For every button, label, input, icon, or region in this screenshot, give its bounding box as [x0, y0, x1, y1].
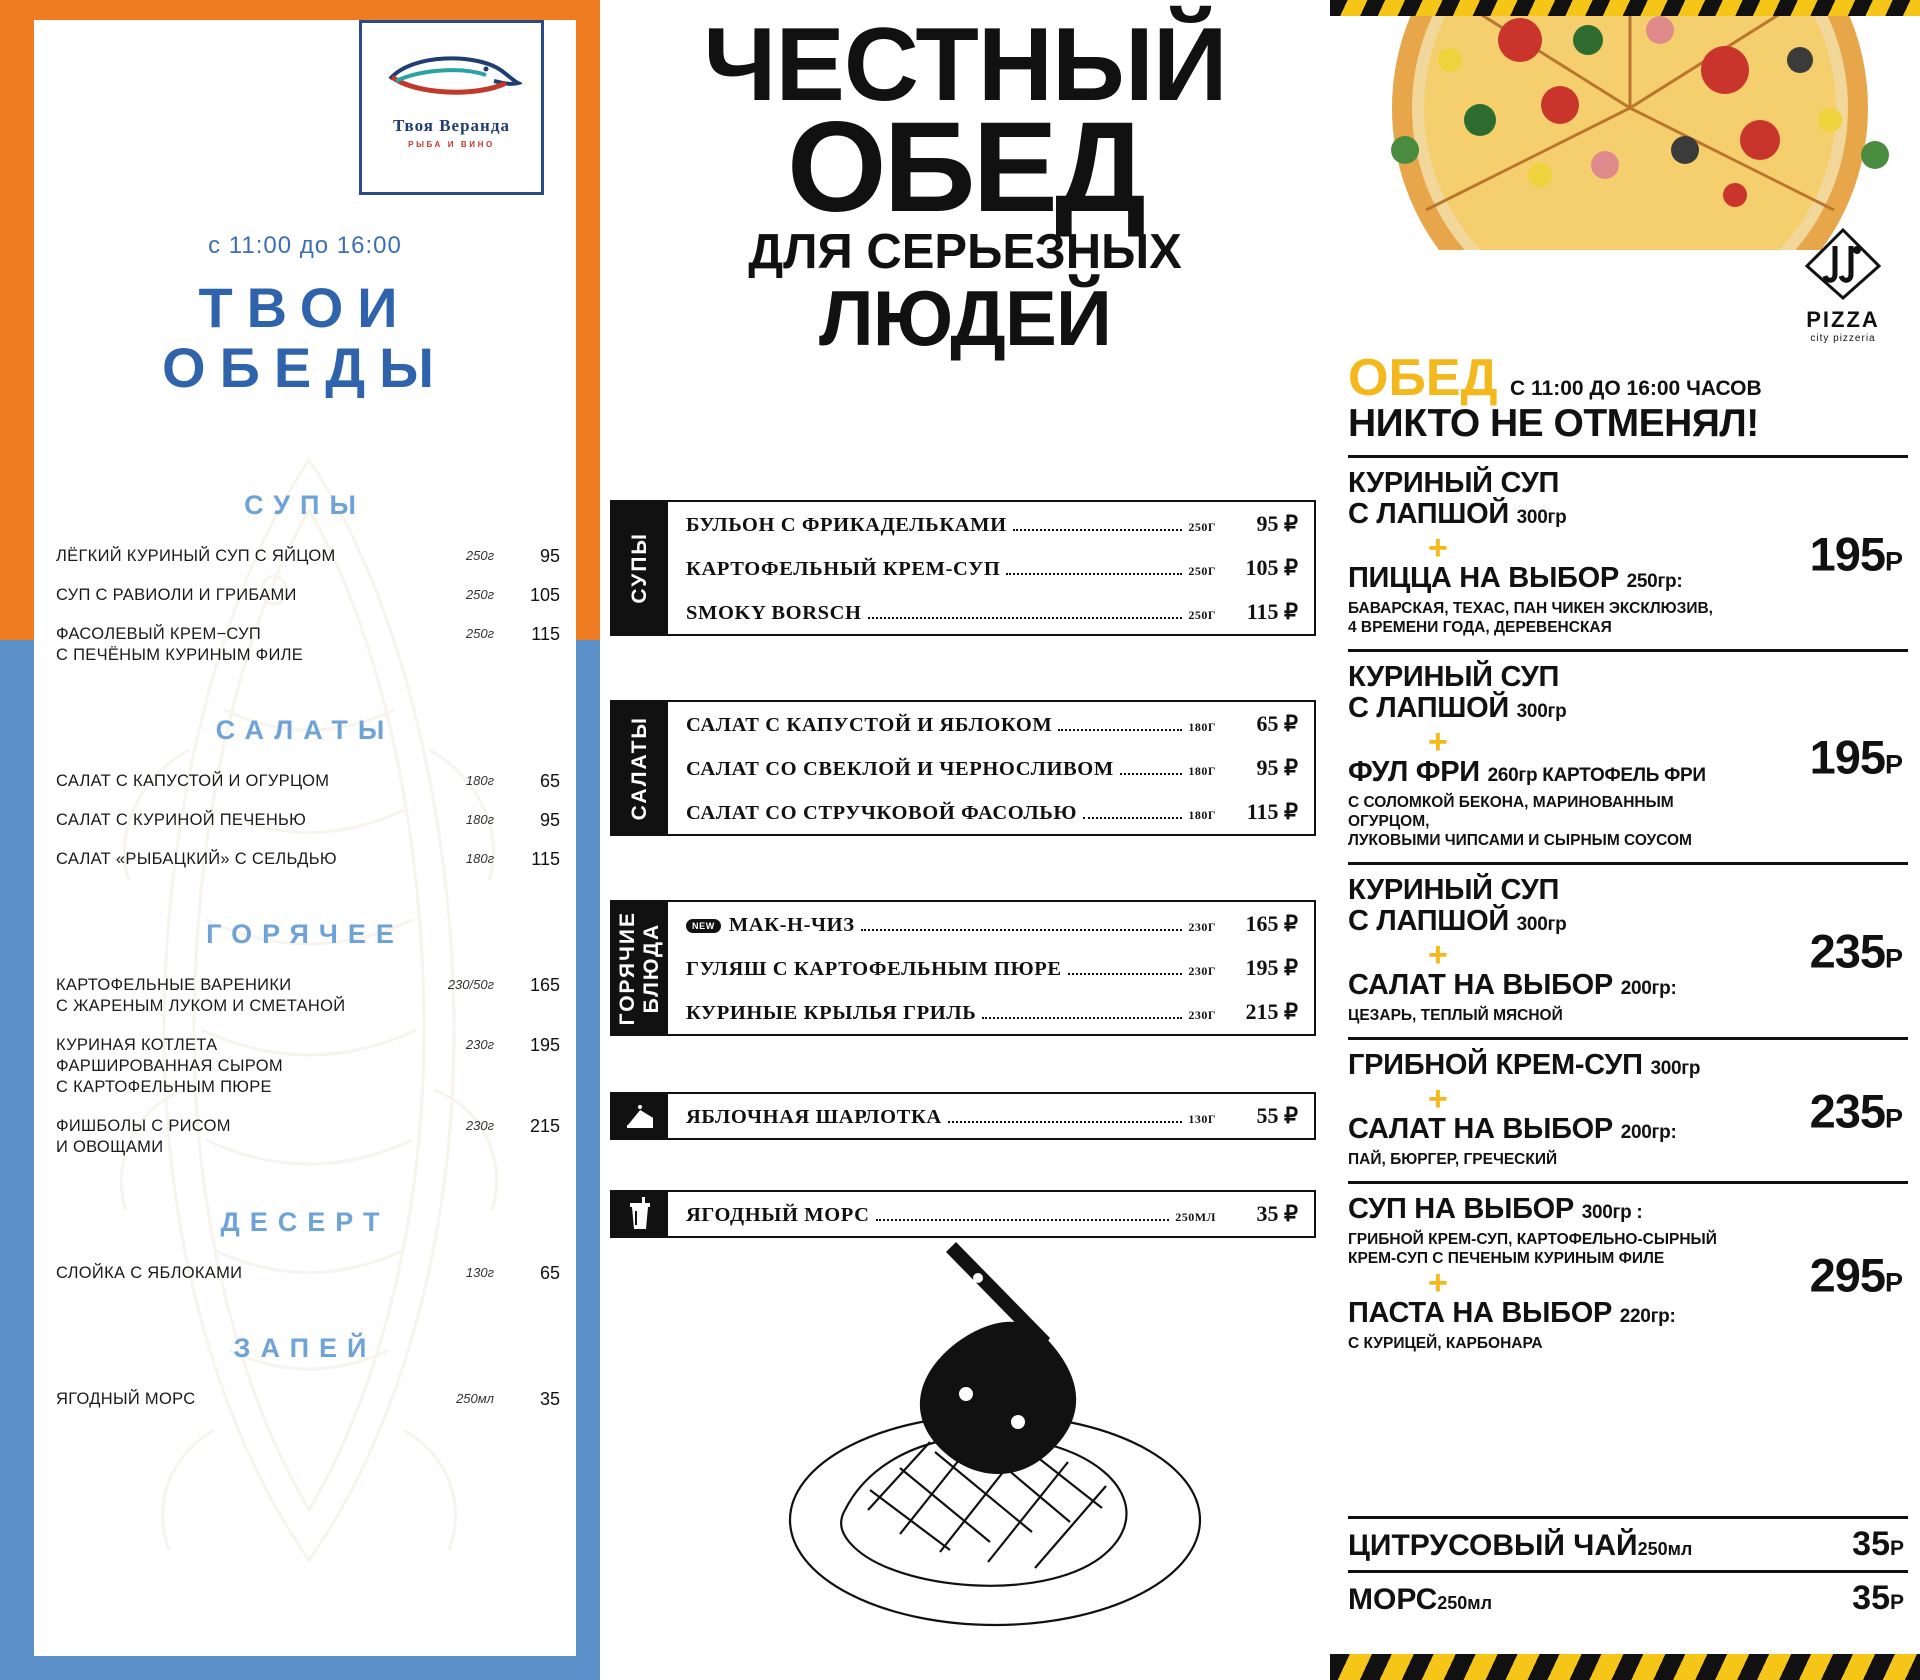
list-item [34, 966, 576, 1026]
panel-inner [34, 20, 576, 1656]
drink-price: 35Р [1852, 1525, 1904, 1563]
dish-weight: 130Г [1188, 1112, 1216, 1126]
spacer [34, 1167, 576, 1207]
veranda-section-items [34, 1380, 576, 1419]
item-price: 95 [539, 810, 560, 830]
item-price: 35 [539, 1389, 560, 1409]
pizza-drinks [1348, 1516, 1908, 1624]
item-weight: 230г [465, 1118, 494, 1133]
leader-dots [861, 929, 1183, 931]
list-item [34, 576, 576, 615]
item-price: 65 [539, 1263, 560, 1283]
veranda-section-title: СУПЫ [244, 490, 366, 520]
pizza-combos [1348, 455, 1908, 1365]
drink-volume: 250мл [1637, 1539, 1693, 1559]
combo-description: БАВАРСКАЯ, ТЕХАС, ПАН ЧИКЕН ЭКСКЛЮЗИВ, 4 ВРЕМЕНИ ГОДА, ДЕРЕВЕНСКАЯ [1348, 600, 1713, 636]
item-price: 195 [529, 1035, 560, 1055]
dish-price: 35 ₽ [1256, 1201, 1298, 1226]
list-item [34, 615, 576, 675]
headline-chestny: ЧЕСТНЫЙ [703, 7, 1227, 123]
dish-name: БУЛЬОН С ФРИКАДЕЛЬКАМИ [686, 514, 1007, 536]
drink-name: ЦИТРУСОВЫЙ ЧАЙ250мл [1348, 1529, 1693, 1562]
veranda-logo [359, 20, 544, 195]
combo-gram-1: 300гр : [1581, 1202, 1643, 1223]
plus-icon: + [1428, 1080, 1448, 1118]
combo-line-2: ФУЛ ФРИ 260гр КАРТОФЕЛЬ ФРИ [1348, 756, 1706, 788]
dish-weight: 250Г [1188, 608, 1216, 622]
blue-band-left [0, 640, 34, 1680]
menu-group [610, 700, 1316, 836]
table-row [668, 1094, 1314, 1138]
dish-price: 65 ₽ [1256, 711, 1298, 736]
combo-description: ПАЙ, БЮРГЕР, ГРЕЧЕСКИЙ [1348, 1151, 1558, 1168]
leader-dots [1058, 729, 1182, 731]
veranda-title-line1: ТВОИ [198, 276, 412, 339]
plus-icon: + [1428, 529, 1448, 567]
dish-name: САЛАТ СО СТРУЧКОВОЙ ФАСОЛЬЮ [686, 802, 1078, 824]
combo-line-1 [1348, 662, 1908, 727]
drink-row [1348, 1570, 1908, 1624]
dish-name: ЯГОДНЫЙ МОРС [686, 1204, 870, 1226]
combo-line-1a: КУРИНЫЙ СУП [1348, 467, 1560, 499]
plus-icon: + [1428, 723, 1448, 761]
dish-name: САЛАТ СО СВЕКЛОЙ И ЧЕРНОСЛИВОМ [686, 758, 1114, 780]
table-row [668, 990, 1314, 1034]
veranda-hours: с 11:00 до 16:00 [208, 232, 402, 259]
item-weight: 180г [465, 851, 494, 866]
combo-line-2: ПИЦЦА НА ВЫБОР 250гр: [1348, 562, 1683, 594]
combo-gram-1: 300гр [1516, 507, 1567, 528]
headline-obed: ОБЕД [786, 96, 1144, 239]
orange-band-top [0, 0, 600, 20]
pizza-header [1348, 348, 1908, 446]
plus-icon: + [1428, 1264, 1448, 1302]
currency-symbol: Р [1889, 1537, 1904, 1560]
dish-name: САЛАТ С КАПУСТОЙ И ЯБЛОКОМ [686, 714, 1053, 736]
pizza-logo-name: PIZZA [1806, 307, 1880, 332]
leader-dots [1068, 973, 1183, 975]
veranda-section-items [34, 762, 576, 879]
pizza-logo [1784, 228, 1902, 344]
drink-name: МОРС250мл [1348, 1583, 1493, 1616]
table-row [668, 946, 1314, 990]
veranda-section-title: ДЕСЕРТ [220, 1207, 390, 1237]
currency-symbol: Р [1884, 1103, 1902, 1133]
item-name: ЯГОДНЫЙ МОРС [56, 1390, 196, 1408]
veranda-section-items [34, 966, 576, 1167]
veranda-title [34, 278, 576, 398]
item-price: 115 [531, 624, 560, 644]
leader-dots [1013, 529, 1183, 531]
combo-offer [1348, 455, 1908, 649]
combo-line-1b: С ЛАПШОЙ 300гр [1348, 905, 1567, 937]
headline-dlya-serieznyh: ДЛЯ СЕРЬЕЗНЫХ [748, 225, 1182, 279]
plus-icon: + [1428, 936, 1448, 974]
item-weight: 180г [465, 812, 494, 827]
table-row [668, 546, 1314, 590]
leader-dots [982, 1017, 1182, 1019]
item-price: 105 [529, 585, 560, 605]
caution-stripe-bottom [1330, 1654, 1920, 1680]
item-price: 115 [531, 849, 560, 869]
dish-name: ГУЛЯШ С КАРТОФЕЛЬНЫМ ПЮРЕ [686, 958, 1062, 980]
dish-name: ЯБЛОЧНАЯ ШАРЛОТКА [686, 1106, 942, 1128]
combo-description: ЦЕЗАРЬ, ТЕПЛЫЙ МЯСНОЙ [1348, 1007, 1563, 1024]
veranda-section-title: САЛАТЫ [215, 715, 395, 745]
combo-offer [1348, 1037, 1908, 1181]
item-price: 215 [529, 1116, 560, 1136]
item-price: 165 [529, 975, 560, 995]
veranda-section-items [34, 1254, 576, 1293]
list-item [34, 762, 576, 801]
list-item [34, 1254, 576, 1293]
combo-line-1a: КУРИНЫЙ СУП [1348, 874, 1560, 906]
item-price: 95 [539, 546, 560, 566]
panel-chestny-obed [600, 0, 1330, 1680]
combo-line-2: ПАСТА НА ВЫБОР 220гр: [1348, 1297, 1676, 1329]
group-tab-label: ГОРЯЧИЕ БЛЮДА [612, 902, 668, 1034]
pizza-obed-title: ОБЕД [1348, 349, 1498, 407]
pizza-logo-icon [1805, 228, 1881, 300]
leader-dots [1120, 773, 1183, 775]
dish-price: 195 ₽ [1245, 955, 1298, 980]
combo-description-1: ГРИБНОЙ КРЕМ-СУП, КАРТОФЕЛЬНО-СЫРНЫЙ КРЕМ-СУП С ПЕЧЕНЫМ КУРИНЫМ ФИЛЕ [1348, 1231, 1717, 1267]
veranda-section-title: ГОРЯЧЕЕ [206, 919, 404, 949]
caution-stripe-top [1330, 0, 1920, 16]
drink-volume: 250мл [1437, 1593, 1493, 1613]
combo-line-1: ГРИБНОЙ КРЕМ-СУП 300гр [1348, 1049, 1701, 1081]
veranda-section-title: ЗАПЕЙ [233, 1333, 377, 1363]
dish-price: 105 ₽ [1245, 555, 1298, 580]
item-name: СЛОЙКА С ЯБЛОКАМИ [56, 1264, 243, 1282]
item-name: ФАСОЛЕВЫЙ КРЕМ−СУП С ПЕЧЁНЫМ КУРИНЫМ ФИЛЕ [56, 625, 304, 664]
blue-band-bottom [0, 1656, 600, 1680]
dish-weight: 250МЛ [1175, 1210, 1216, 1224]
combo-gram-1: 300гр [1516, 701, 1567, 722]
logo-subtitle: РЫБА И ВИНО [408, 140, 495, 149]
group-rows [668, 902, 1314, 1034]
table-row [668, 590, 1314, 634]
item-weight: 250мл [456, 1391, 494, 1406]
table-row [668, 902, 1314, 946]
dish-price: 115 ₽ [1246, 599, 1298, 624]
currency-symbol: Р [1884, 546, 1902, 576]
logo-title: Твоя Веранда [393, 116, 510, 135]
veranda-section-items [34, 537, 576, 675]
dish-weight: 180Г [1188, 808, 1216, 822]
dish-weight: 180Г [1188, 720, 1216, 734]
item-name: САЛАТ «РЫБАЦКИЙ» С СЕЛЬДЬЮ [56, 850, 337, 868]
chestny-headline [600, 7, 1330, 362]
orange-band-right [576, 0, 600, 640]
list-item [34, 801, 576, 840]
dish-name: SMOKY BORSCH [686, 602, 862, 624]
group-rows [668, 502, 1314, 634]
pizza-logo-sub: city pizzeria [1810, 333, 1876, 344]
item-weight: 250г [465, 626, 494, 641]
combo-gram-2: 260гр КАРТОФЕЛЬ ФРИ [1487, 765, 1706, 786]
dish-price: 165 ₽ [1245, 911, 1298, 936]
table-row [668, 502, 1314, 546]
new-badge: NEW [686, 919, 721, 933]
combo-gram-2: 200гр: [1620, 978, 1677, 999]
combo-line-1 [1348, 468, 1908, 533]
list-item [34, 537, 576, 576]
leader-dots [868, 617, 1183, 619]
combo-gram-1: 300гр [1516, 914, 1567, 935]
dish-weight: 230Г [1188, 964, 1216, 978]
combo-line-1b: С ЛАПШОЙ 300гр [1348, 498, 1567, 530]
combo-line-2: САЛАТ НА ВЫБОР 200гр: [1348, 1113, 1677, 1145]
currency-symbol: Р [1884, 749, 1902, 780]
item-name: СУП С РАВИОЛИ И ГРИБАМИ [56, 586, 297, 604]
orange-band-left [0, 0, 34, 640]
item-weight: 230/50г [447, 977, 494, 992]
combo-price: 195Р [1809, 730, 1902, 784]
dish-weight: 250Г [1188, 520, 1216, 534]
drink-price: 35Р [1852, 1579, 1904, 1617]
item-name: САЛАТ С КАПУСТОЙ И ОГУРЦОМ [56, 772, 330, 790]
item-name: ФИШБОЛЫ С РИСОМ И ОВОЩАМИ [56, 1117, 231, 1156]
combo-price: 235Р [1809, 1084, 1902, 1137]
leader-dots [1006, 573, 1182, 575]
blue-band-right [576, 640, 600, 1680]
item-weight: 130г [465, 1265, 494, 1280]
logo-fish-icon [382, 49, 522, 101]
table-row [668, 746, 1314, 790]
item-name: САЛАТ С КУРИНОЙ ПЕЧЕНЬЮ [56, 811, 307, 829]
cleaver-icon [920, 1242, 1076, 1474]
drink-icon [612, 1192, 668, 1236]
menu-group [610, 900, 1316, 1036]
currency-symbol: Р [1884, 1267, 1902, 1297]
leader-dots [948, 1121, 1183, 1123]
spacer [34, 675, 576, 715]
combo-price: 195Р [1809, 527, 1902, 580]
item-weight: 230г [465, 1037, 494, 1052]
combo-gram-2: 250гр: [1626, 571, 1683, 592]
table-row [668, 790, 1314, 834]
dish-price: 215 ₽ [1245, 999, 1298, 1024]
list-item [34, 840, 576, 879]
group-rows [668, 702, 1314, 834]
list-item [34, 1026, 576, 1107]
drink-row [1348, 1516, 1908, 1570]
dish-weight: 250Г [1188, 564, 1216, 578]
item-weight: 180г [465, 773, 494, 788]
item-price: 65 [539, 771, 560, 791]
combo-line-1: СУП НА ВЫБОР 300гр : [1348, 1193, 1643, 1225]
combo-offer [1348, 649, 1908, 862]
combo-line-2: САЛАТ НА ВЫБОР 200гр: [1348, 969, 1677, 1001]
combo-gram-2: 220гр: [1619, 1306, 1676, 1327]
combo-offer [1348, 862, 1908, 1037]
group-tab-label: САЛАТЫ [612, 702, 668, 834]
combo-description: С КУРИЦЕЙ, КАРБОНАРА [1348, 1335, 1543, 1352]
dish-name: NEW МАК-Н-ЧИЗ [686, 914, 855, 937]
item-name: ЛЁГКИЙ КУРИНЫЙ СУП С ЯЙЦОМ [56, 547, 336, 565]
item-weight: 250г [465, 587, 494, 602]
pizza-hours: С 11:00 ДО 16:00 ЧАСОВ [1510, 377, 1762, 400]
table-row [668, 702, 1314, 746]
dish-price: 95 ₽ [1256, 511, 1298, 536]
headline-lyudey: ЛЮДЕЙ [819, 274, 1111, 362]
item-name: КАРТОФЕЛЬНЫЕ ВАРЕНИКИ С ЖАРЕНЫМ ЛУКОМ И СМЕТАНОЙ [56, 976, 346, 1015]
list-item [34, 1380, 576, 1419]
combo-offer [1348, 1181, 1908, 1365]
group-tab-label: СУПЫ [612, 502, 668, 634]
item-name: КУРИНАЯ КОТЛЕТА ФАРШИРОВАННАЯ СЫРОМ С КАРТОФЕЛЬНЫМ ПЮРЕ [56, 1036, 283, 1096]
dish-price: 95 ₽ [1256, 755, 1298, 780]
dish-price: 115 ₽ [1246, 799, 1298, 824]
dish-name: КУРИНЫЕ КРЫЛЬЯ ГРИЛЬ [686, 1002, 977, 1024]
combo-description: С СОЛОМКОЙ БЕКОНА, МАРИНОВАННЫМ ОГУРЦОМ, ЛУКОВЫМИ ЧИПСАМИ И СЫРНЫМ СОУСОМ [1348, 794, 1692, 849]
combo-line-1b: С ЛАПШОЙ 300гр [1348, 692, 1567, 724]
item-weight: 250г [465, 548, 494, 563]
veranda-title-line2: ОБЕДЫ [162, 336, 448, 399]
panel-tvoya-veranda [0, 0, 600, 1680]
group-rows [668, 1094, 1314, 1138]
list-item [34, 1107, 576, 1167]
combo-gram-2: 200гр: [1620, 1122, 1677, 1143]
currency-symbol: Р [1889, 1591, 1904, 1614]
spacer [34, 879, 576, 919]
spacer [34, 1419, 576, 1459]
cleaver-steak-illustration [750, 1190, 1230, 1640]
dish-weight: 230Г [1188, 1008, 1216, 1022]
veranda-menu-body [34, 490, 576, 1459]
cake-icon [612, 1094, 668, 1138]
dish-weight: 230Г [1188, 920, 1216, 934]
dish-weight: 180Г [1188, 764, 1216, 778]
menu-group [610, 1092, 1316, 1140]
leader-dots [1083, 817, 1182, 819]
combo-price: 235Р [1809, 924, 1902, 978]
dish-name: КАРТОФЕЛЬНЫЙ КРЕМ-СУП [686, 558, 1001, 580]
combo-line-1a: КУРИНЫЙ СУП [1348, 661, 1560, 693]
currency-symbol: Р [1884, 943, 1902, 974]
menu-group [610, 500, 1316, 636]
pizza-tagline: НИКТО НЕ ОТМЕНЯЛ! [1348, 402, 1759, 445]
combo-gram-1: 300гр [1650, 1058, 1701, 1079]
panel-pizza [1330, 0, 1920, 1680]
spacer [34, 1293, 576, 1333]
combo-price: 295Р [1809, 1248, 1902, 1301]
dish-price: 55 ₽ [1256, 1103, 1298, 1128]
